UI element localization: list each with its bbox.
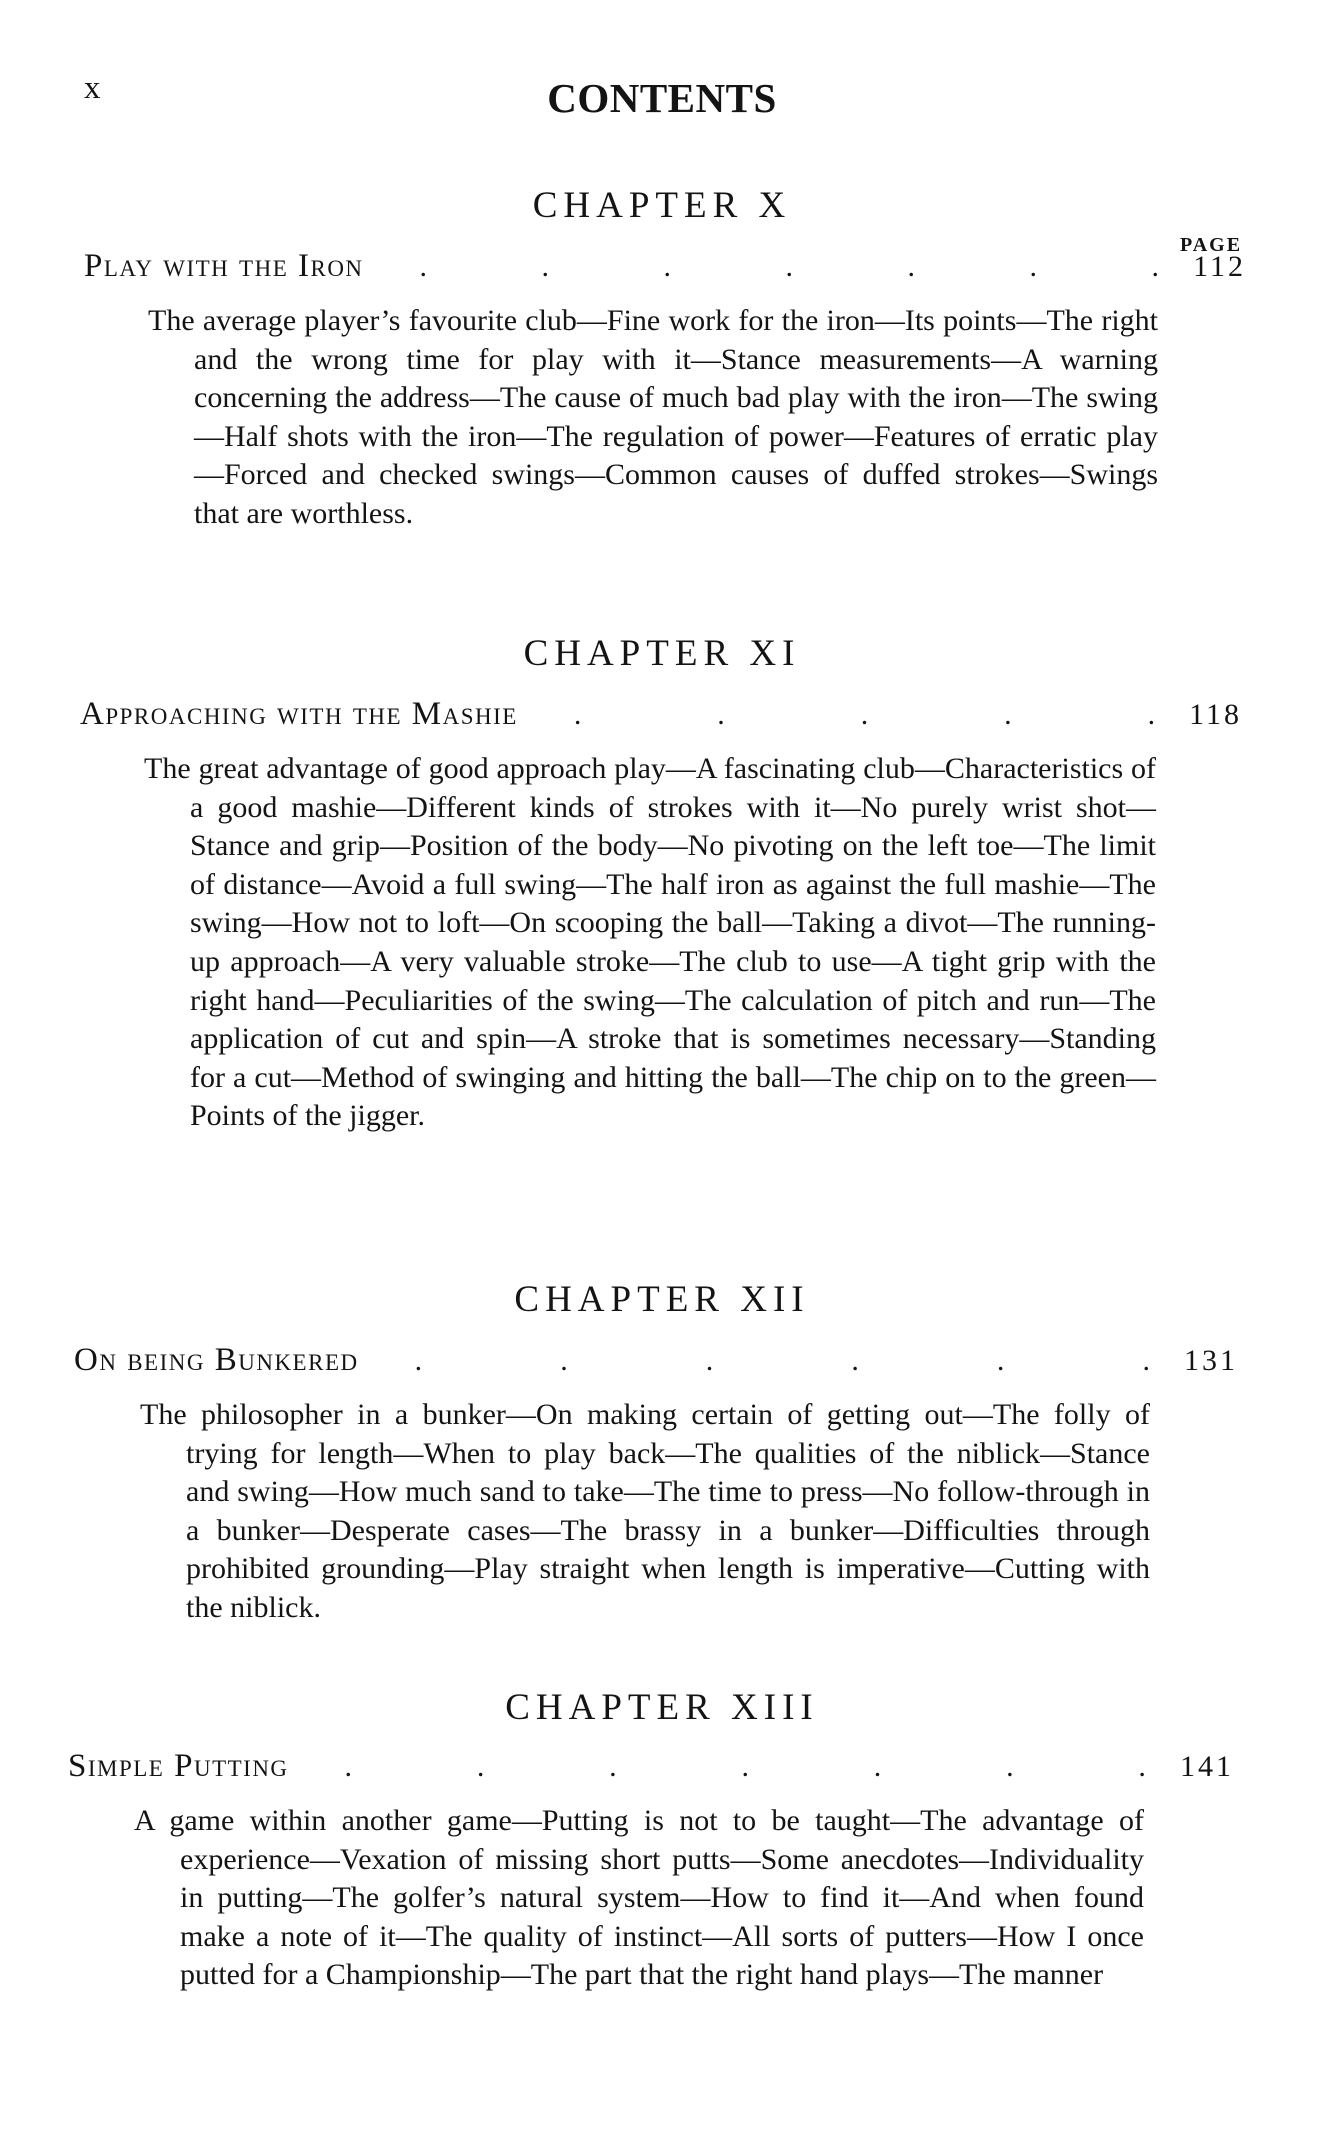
chapter-page-number: 112 bbox=[1193, 250, 1246, 283]
dot-leaders: . . . . . . bbox=[414, 1344, 1150, 1377]
chapter-title: Approaching with the Mashie bbox=[80, 696, 518, 732]
chapter-page-number: 131 bbox=[1184, 1344, 1238, 1377]
dot-leaders: . . . . . . . bbox=[419, 250, 1160, 283]
toc-entry bbox=[74, 1342, 1238, 1379]
chapter-heading: CHAPTER XIII bbox=[505, 1687, 819, 1728]
toc-entry bbox=[84, 248, 1246, 285]
toc-entry bbox=[68, 1748, 1234, 1785]
chapter-heading: CHAPTER XII bbox=[514, 1279, 810, 1320]
page-title: CONTENTS bbox=[547, 75, 777, 121]
page-column-label: PAGE bbox=[1180, 234, 1243, 256]
toc-entry bbox=[80, 696, 1242, 733]
chapter-page-number: 141 bbox=[1180, 1750, 1234, 1783]
chapter-title: On being Bunkered bbox=[74, 1342, 359, 1378]
chapter-summary: A game within another game—Putting is not to be taught—The advantage of experience—Vexation of missing short putts—Some anecdotes—Individuality in putting—The golfer’s natural system—How to find it—And when found make a note of it—The quality of instinct—All sorts of putters—How I once putted for a Championship—The part that the right hand plays—The manner bbox=[134, 1804, 1144, 1992]
chapter-title: Play with the Iron bbox=[84, 248, 364, 284]
chapter-title: Simple Putting bbox=[68, 1748, 289, 1784]
chapter-summary: The average player’s favourite club—Fine work for the iron—Its points—The right and the wrong time for play with it—Stance measurements—A warning concerning the address—The cause of much bad play with the iron—The swing—Half shots with the iron—The regulation of power—Features of erratic play—Forced and checked swings—Common causes of duffed strokes—Swings that are worthless. bbox=[148, 304, 1158, 530]
chapter-heading: CHAPTER XI bbox=[523, 633, 801, 674]
chapter-page-number: 118 bbox=[1189, 698, 1242, 731]
dot-leaders: . . . . . . . bbox=[344, 1750, 1146, 1783]
page-folio: x bbox=[84, 70, 102, 106]
chapter-summary: The great advantage of good approach play—A fascinating club—Characteristics of a good mashie—Different kinds of strokes with it—No purely wrist shot—Stance and grip—Position of the body—No pivoting on the left toe—The limit of distance—Avoid a full swing—The half iron as against the full mashie—The swing—How not to loft—On scooping the ball—Taking a divot—The running-up approach—A very valuable stroke—The club to use—A tight grip with the right hand—Peculiarities of the swing—The calculation of pitch and run—The application of cut and spin—A stroke that is sometimes necessary—Standing for a cut—Method of swinging and hitting the ball—The chip on to the green—Points of the jigger. bbox=[144, 752, 1156, 1133]
dot-leaders: . . . . . bbox=[573, 698, 1156, 731]
chapter-summary: The philosopher in a bunker—On making certain of getting out—The folly of trying for length—When to play back—The qualities of the niblick—Stance and swing—How much sand to take—The time to press—No follow-through in a bunker—Desperate cases—The brassy in a bunker—Difficulties through prohibited grounding—Play straight when length is imperative—Cutting with the niblick. bbox=[140, 1398, 1150, 1624]
chapter-heading: CHAPTER X bbox=[532, 185, 792, 226]
